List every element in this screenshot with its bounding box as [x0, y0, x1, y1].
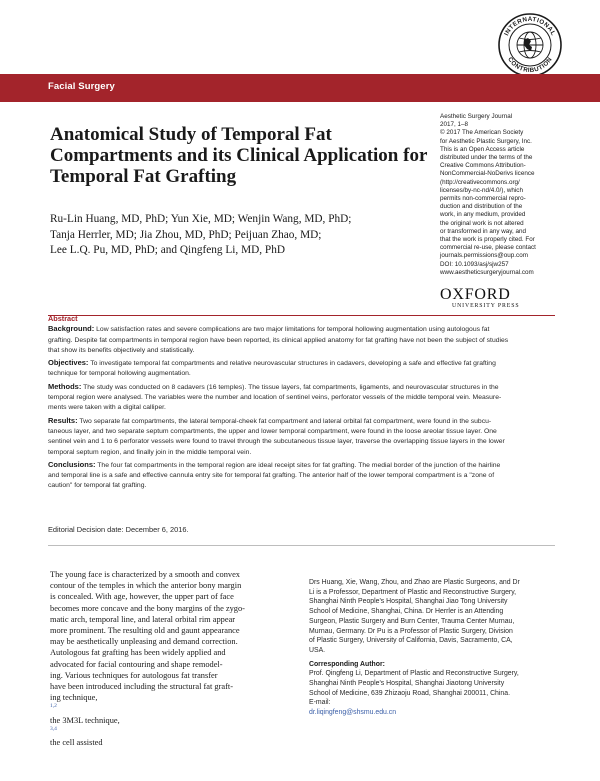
- affiliation-line: Drs Huang, Xie, Wang, Zhou, and Zhao are Plastic Surgeons, and Dr: [309, 579, 520, 586]
- journal-info-line: NonCommercial-NoDerivs licence: [440, 170, 535, 178]
- results-label: Results:: [48, 415, 78, 425]
- journal-info-line: Creative Commons Attribution-: [440, 162, 526, 170]
- journal-info-line: the original work is not altered: [440, 219, 524, 227]
- abstract-line: technique for temporal hollowing augmentation.: [48, 370, 191, 378]
- body-line: have been introduced including the structural fat graft-: [50, 682, 234, 692]
- author-line: Tanja Herrler, MD; Jia Zhou, MD, PhD; Peijuan Zhao, MD;: [50, 228, 322, 241]
- seal-text-bottom: CONTRIBUTION: [506, 56, 554, 75]
- journal-info-line: www.aestheticsurgeryjournal.com: [440, 268, 534, 276]
- publisher-subtitle: UNIVERSITY PRESS: [452, 303, 520, 309]
- body-line: is concealed. With age, however, the upper part of face: [50, 592, 234, 602]
- abstract-line: temporal septum region, and finally join in the middle temporal vein.: [48, 448, 252, 456]
- abstract-line: taneous layer, and two separate septum compartments, the upper and lower temporal compartment, were found in the loose areolar tissue layer. One: [48, 427, 497, 435]
- abstract-line: Two separate fat compartments, the lateral temporal-cheek fat compartment and lateral orbital fat compartment, were found in the subcu-: [79, 417, 492, 425]
- conclusions-label: Conclusions:: [48, 459, 96, 469]
- author-line: Lee L.Q. Pu, MD, PhD; and Qingfeng Li, MD, PhD: [50, 244, 286, 256]
- abstract-line: and temporal line is a safe and effective cannula entry site for temporal fat grafting. The anterior half of the lower temporal compartment is a "zone of: [48, 472, 495, 480]
- author-affiliations: [309, 578, 559, 718]
- abstract-line: To investigate temporal fat compartments and relative neurovascular structures in cadavers, developing a safe and effective fat grafting: [90, 360, 496, 368]
- body-line: matic arch, temporal line, and lateral orbital rim appear: [50, 614, 236, 624]
- email-link[interactable]: dr.liqingfeng@shsmu.edu.cn: [309, 709, 397, 717]
- journal-info-line: that the work is properly cited. For: [440, 236, 535, 244]
- seal-text-top: INTERNATIONAL: [503, 16, 557, 37]
- journal-info-line: work, in any medium, provided: [440, 211, 526, 219]
- body-line: more prominent. The resulting old and gaunt appearance: [50, 626, 240, 636]
- abstract-line: The study was conducted on 8 cadavers (16 temples). The tissue layers, fat compartments, ligaments, and neurovascular structures in the: [83, 383, 499, 391]
- affiliation-line: USA.: [309, 646, 326, 654]
- title-line: Anatomical Study of Temporal Fat: [50, 124, 332, 145]
- affiliation-line: School of Medicine, Shanghai, China. Dr Herrler is an Attending: [309, 608, 504, 616]
- international-contribution-seal: [497, 12, 563, 78]
- abstract-line: grafting. Despite fat compartments in temporal region have been reported, its clinical applied anatomy for fat grafting have not been the subject of studies: [48, 336, 509, 344]
- abstract-line: Low satisfaction rates and severe complications are two major limitations for temporal hollowing augmentation using autologous fat: [96, 326, 490, 334]
- journal-info-line: for Aesthetic Plastic Surgery, Inc.: [440, 137, 532, 145]
- journal-info: [440, 113, 570, 277]
- journal-info-line: (http://creativecommons.org/: [440, 178, 520, 186]
- methods-label: Methods:: [48, 381, 82, 391]
- abstract-line: The four fat compartments in the temporal region are ideal receipt sites for fat grafting. The medial border of the junction of the hairline: [97, 461, 501, 469]
- abstract-line: sentinel vein and 1 to 6 perforator vessels were found to travel through the subcutaneous tissue layer, traverse the overlapping tissue layers in the lower: [48, 438, 505, 446]
- publisher-logo: OXFORD: [440, 286, 511, 303]
- abstract-conclusions: [48, 460, 558, 492]
- affiliation-line: of Plastic Surgery, University of California, Davis, Sacramento, CA,: [309, 637, 513, 645]
- journal-info-line: permits non-commercial repro-: [440, 195, 526, 203]
- body-text: [50, 569, 290, 748]
- abstract-objectives: [48, 358, 558, 380]
- author-line: Ru-Lin Huang, MD, PhD; Yun Xie, MD; Wenjin Wang, MD, PhD;: [50, 213, 352, 225]
- journal-info-line: licenses/by-nc-nd/4.0/), which: [440, 186, 523, 194]
- journal-info-line: This is an Open Access article: [440, 145, 525, 153]
- journal-info-line: 2017, 1–8: [440, 121, 469, 129]
- background-label: Background:: [48, 324, 95, 334]
- author-list: [50, 212, 430, 259]
- corresponding-author-line: School of Medicine, 639 Zhizaoju Road, Shanghai 200011, China.: [309, 689, 510, 697]
- body-line: ing. Various techniques for autologous fat transfer: [50, 670, 218, 680]
- corresponding-author-heading: Corresponding Author:: [309, 660, 385, 668]
- body-line: ing technique, $^{1,2}$ the 3M3L technique, $^{3,4}$ the cell assisted: [50, 693, 120, 748]
- journal-info-line: or transformed in any way, and: [440, 227, 526, 235]
- journal-info-line: journals.permissions@oup.com: [440, 252, 528, 260]
- article-title: [50, 124, 430, 187]
- affiliation-line: Murnau, Germany. Dr Pu is a Professor of Plastic Surgery, Division: [309, 627, 513, 635]
- section-banner: [0, 74, 600, 102]
- affiliation-line: Shanghai Ninth People's Hospital, Shanghai Jiao Tong University: [309, 598, 508, 606]
- abstract-line: that show its benefits objectively and statistically.: [48, 346, 195, 354]
- corresponding-author-line: Prof. Qingfeng Li, Department of Plastic and Reconstructive Surgery,: [309, 670, 519, 678]
- corresponding-author-line: Shanghai Ninth People's Hospital, Shanghai Jiaotong University: [309, 680, 505, 688]
- abstract-line: ments were taken with a digital calliper.: [48, 404, 166, 412]
- affiliation-line: Surgeon, Plastic Surgery and Burn Center, Trauma Center Murnau,: [309, 617, 515, 625]
- affiliation-line: Li is a Professor, Department of Plastic and Reconstructive Surgery,: [309, 588, 517, 596]
- journal-info-line: DOI: 10.1093/asj/sjw257: [440, 260, 509, 268]
- objectives-label: Objectives:: [48, 358, 89, 368]
- editorial-decision-date: Editorial Decision date: December 6, 2016.: [48, 525, 189, 534]
- svg-text:INTERNATIONAL: [503, 16, 557, 37]
- globe-icon: [517, 32, 543, 58]
- body-line: contour of the temples in which the anterior bony margin: [50, 581, 242, 591]
- reference-link[interactable]: 3,4: [50, 726, 57, 733]
- abstract-line: caution" for temporal fat grafting.: [48, 482, 147, 490]
- section-label: Facial Surgery: [48, 81, 115, 92]
- journal-info-line: commercial re-use, please contact: [440, 244, 536, 252]
- abstract-results: [48, 416, 558, 458]
- title-line: Compartments and its Clinical Application for: [50, 145, 428, 166]
- body-line: Autologous fat grafting has been widely applied and: [50, 648, 226, 658]
- abstract: [48, 314, 558, 492]
- abstract-background: [48, 324, 558, 356]
- corresponding-author-email-line: E-mail: dr.liqingfeng@shsmu.edu.cn: [309, 698, 559, 717]
- body-line: may be aesthetically unpleasing and demand correction.: [50, 637, 238, 647]
- reference-link[interactable]: 1,2: [50, 703, 57, 710]
- body-line: becomes more concave and the bony margins of the zygo-: [50, 603, 245, 613]
- journal-info-line: © 2017 The American Society: [440, 129, 524, 137]
- title-line: Temporal Fat Grafting: [50, 166, 237, 187]
- journal-info-line: Aesthetic Surgery Journal: [440, 113, 513, 120]
- body-line: advocated for facial contouring and shape remodel-: [50, 659, 223, 669]
- journal-info-line: distributed under the terms of the: [440, 154, 533, 162]
- journal-info-line: duction and distribution of the: [440, 203, 523, 211]
- section-divider: [48, 545, 555, 546]
- abstract-methods: [48, 382, 558, 414]
- abstract-line: temporal region were analysed. The variables were the number and location of sentinel veins, perforator vessels of the middle temporal vein. Measure-: [48, 394, 502, 402]
- abstract-heading: Abstract: [48, 314, 78, 323]
- body-line: The young face is characterized by a smooth and convex: [50, 570, 240, 579]
